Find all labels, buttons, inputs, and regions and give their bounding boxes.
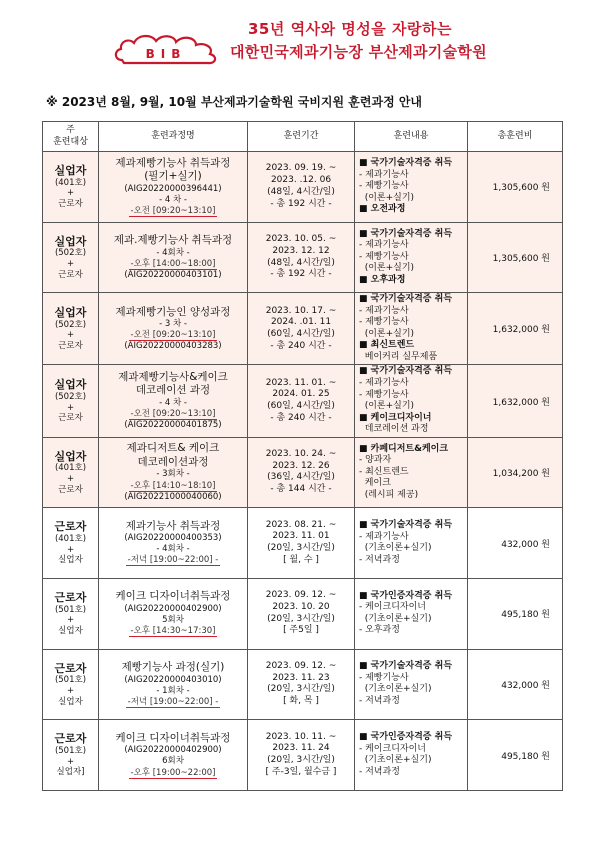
period-line: 2023. 11. 01 (272, 531, 330, 542)
content-line: ■ 카페디저트&케이크 (359, 443, 449, 454)
cell-target (43, 365, 99, 437)
course-time-text: -오전 [09:20~13:10] (130, 206, 216, 216)
target-detail: + (66, 544, 75, 555)
course-time (101, 626, 245, 637)
period-line: (20일, 3시간/일) (267, 684, 335, 695)
cell-fee: 495,180 원 (468, 720, 563, 791)
cell-target (43, 578, 99, 649)
target-detail: 실업자 (58, 696, 83, 707)
cell-target (43, 437, 99, 508)
content-line: (이론+실기) (359, 328, 415, 339)
table-row (43, 437, 563, 508)
content-line: - 최신트렌드 (359, 466, 409, 477)
content-line: ■ 국가기술자격증 취득 (359, 294, 453, 305)
table-row (43, 578, 563, 649)
period-line: 2024. .01. 11 (270, 317, 332, 328)
cell-content (355, 437, 468, 508)
content-line: (기초이론+실기) (359, 613, 432, 624)
period-line: (20일, 3시간/일) (267, 755, 335, 766)
cell-course-name (99, 437, 248, 508)
content-line: ■ 국가기술자격증 취득 (359, 158, 453, 169)
cell-fee: 432,000 원 (468, 508, 563, 579)
period-line: 2023. 12. 26 (272, 460, 330, 471)
content-line: - 제과기능사 (359, 169, 409, 180)
column-header-target-line1: 주 (66, 124, 75, 135)
content-line: ■ 국가기술자격증 취득 (359, 366, 453, 377)
course-name-line: 제과제빵기능사 취득과정 (115, 156, 231, 169)
content-line: - 제빵기능사 (359, 181, 409, 192)
target-detail: 근로자 (58, 199, 83, 210)
target-type: 실업자 (54, 234, 87, 248)
column-header-fee: 총훈련비 (468, 122, 563, 152)
cell-target (43, 152, 99, 223)
cell-course-name (99, 649, 248, 720)
cell-content (355, 578, 468, 649)
content-line: - 제빵기능사 (359, 317, 409, 328)
cell-content (355, 222, 468, 293)
cell-fee: 1,305,600 원 (468, 152, 563, 223)
cell-content (355, 152, 468, 223)
course-time-text: -오후 [19:00~22:00] (130, 767, 216, 778)
target-detail: + (66, 330, 75, 341)
target-type: 근로자 (54, 590, 87, 604)
cell-content (355, 720, 468, 791)
content-line: - 오후과정 (359, 625, 400, 636)
cell-target (43, 720, 99, 791)
target-type: 실업자 (54, 164, 87, 178)
course-code-line: - 4회차 - (156, 544, 190, 555)
cell-fee: 1,305,600 원 (468, 222, 563, 293)
cell-course-name (99, 293, 248, 365)
course-code-line: (AIG20220000396441) (124, 183, 222, 194)
cell-target (43, 649, 99, 720)
cell-content (355, 293, 468, 365)
target-detail: 근로자 (58, 341, 83, 352)
course-code-line: (AIG20220000403010) (124, 674, 222, 685)
table-header-row (43, 122, 563, 152)
page-title: ※ 2023년 8월, 9월, 10월 부산제과기술학원 국비지원 훈련과정 안내 (46, 95, 423, 109)
content-line: ■ 국가인증자격증 취득 (359, 732, 453, 743)
content-line: ■ 오전과정 (359, 204, 406, 215)
cell-course-name (99, 365, 248, 437)
period-line: 2023. 09. 12. ~ (265, 661, 337, 672)
content-line: ■ 최신트렌드 (359, 340, 415, 351)
course-code-line: - 4 차 - (159, 194, 187, 205)
target-detail: (501호) (54, 746, 87, 757)
column-header-target (43, 122, 99, 152)
target-type: 실업자 (54, 378, 87, 392)
target-detail: + (66, 259, 75, 270)
content-line: - 케이크디자이너 (359, 743, 426, 754)
course-time (101, 768, 245, 779)
content-line: ■ 국가기술자격증 취득 (359, 661, 453, 672)
period-line: 2023. .12. 06 (270, 175, 332, 186)
target-detail: 근로자 (58, 413, 83, 424)
cell-period (248, 365, 355, 437)
cloud-logo-icon (112, 30, 220, 68)
course-code-line: (AIG20220000403101) (124, 269, 222, 280)
content-line: ■ 국가기술자격증 취득 (359, 520, 453, 531)
content-line: ■ 국가기술자격증 취득 (359, 228, 453, 239)
period-line: 2023. 10. 17. ~ (265, 305, 337, 316)
course-time-text: -오전 [09:20~13:10] (130, 330, 216, 341)
course-name-line: 제과제빵기능인 양성과정 (115, 305, 231, 318)
cell-fee: 432,000 원 (468, 649, 563, 720)
table-row (43, 222, 563, 293)
period-line: [ 화, 목 ] (283, 696, 319, 707)
content-line: - 제과기능사 (359, 531, 409, 542)
course-name-line: 케이크 디자이너취득과정 (115, 590, 231, 603)
course-code-line: (AIG20221000040060) (124, 491, 222, 502)
period-line: - 총 144 시간 - (270, 484, 332, 495)
content-line: ■ 국가인증자격증 취득 (359, 590, 453, 601)
content-line: (이론+실기) (359, 192, 415, 203)
course-name-line: 케이크 디자이너취득과정 (115, 731, 231, 744)
cell-period (248, 578, 355, 649)
header-slogan: 35년 역사와 명성을 자랑하는 (248, 20, 452, 38)
content-line: - 제빵기능사 (359, 251, 409, 262)
logo-text: BIB (145, 47, 187, 61)
course-time-text: -오후 [14:10~18:10] (130, 480, 216, 491)
period-line: 2023. 08. 21. ~ (265, 519, 337, 530)
period-line: 2023. 11. 24 (272, 743, 330, 754)
period-line: [ 주-3일, 월수금 ] (265, 766, 337, 777)
period-line: 2023. 10. 20 (272, 602, 330, 613)
period-line: (60일, 4시간/일) (267, 328, 335, 339)
cell-period (248, 152, 355, 223)
course-time-text: -오후 [14:30~17:30] (130, 626, 216, 637)
cell-content (355, 365, 468, 437)
cell-course-name (99, 222, 248, 293)
course-time (101, 259, 245, 270)
content-line: 케이크 (359, 478, 391, 489)
period-line: 2023. 09. 19. ~ (265, 163, 337, 174)
period-line: 2023. 12. 12 (272, 245, 330, 256)
target-detail: (401호) (54, 177, 87, 188)
content-line: - 저녁과정 (359, 766, 400, 777)
content-line: - 제과기능사 (359, 305, 409, 316)
target-detail: + (66, 473, 75, 484)
course-time (101, 555, 245, 566)
course-code-line: (AIG20220000403283) (124, 341, 222, 352)
target-detail: (502호) (54, 391, 87, 402)
course-time (101, 697, 245, 708)
cell-target (43, 222, 99, 293)
target-type: 실업자 (54, 306, 87, 320)
content-line: (기초이론+실기) (359, 755, 432, 766)
cell-period (248, 437, 355, 508)
cell-course-name (99, 720, 248, 791)
target-detail: 실업자 (58, 625, 83, 636)
content-line: (기초이론+실기) (359, 684, 432, 695)
cell-course-name (99, 152, 248, 223)
period-line: (20일, 3시간/일) (267, 613, 335, 624)
table-row (43, 720, 563, 791)
cell-target (43, 293, 99, 365)
content-line: - 제빵기능사 (359, 389, 409, 400)
content-line: - 케이크디자이너 (359, 602, 426, 613)
content-line: - 저녁과정 (359, 695, 400, 706)
course-name-line: 제과제빵기능사&케이크 (118, 370, 228, 383)
content-line: - 저녁과정 (359, 554, 400, 565)
course-code-line: - 3회차 - (156, 469, 190, 480)
table-row (43, 293, 563, 365)
course-time-text: -저녁 [19:00~22:00] - (127, 555, 219, 566)
course-code-line: - 1회차 - (156, 685, 190, 696)
cell-period (248, 293, 355, 365)
period-line: [ 주5일 ] (283, 625, 319, 636)
course-code-line: (AIG20220000400353) (124, 533, 222, 544)
target-detail: (401호) (54, 534, 87, 545)
course-time (101, 481, 245, 492)
table-row (43, 649, 563, 720)
period-line: (20일, 3시간/일) (267, 543, 335, 554)
content-line: (이론+실기) (359, 401, 415, 412)
cell-period (248, 720, 355, 791)
target-detail: + (66, 402, 75, 413)
period-line: - 총 192 시간 - (270, 269, 332, 280)
course-name-line: 제빵기능사 과정(실기) (121, 661, 225, 674)
course-code-line: (AIG20220000401875) (124, 420, 222, 431)
course-code-line: - 4회차 - (156, 247, 190, 258)
target-detail: (501호) (54, 604, 87, 615)
period-line: (48일, 4시간/일) (267, 257, 335, 268)
period-line: 2023. 11. 01. ~ (265, 377, 337, 388)
column-header-target-line2: 훈련대상 (53, 136, 88, 147)
course-time-text: -저녁 [19:00~22:00] - (127, 696, 219, 707)
content-line: 데코레이션 과정 (359, 424, 429, 435)
period-line: 2023. 11. 23 (272, 672, 330, 683)
cell-course-name (99, 578, 248, 649)
course-name-line: 데코레이션 과정 (135, 384, 211, 397)
cell-fee: 1,034,200 원 (468, 437, 563, 508)
cell-period (248, 222, 355, 293)
course-time-text: -오후 [14:00~18:00] (130, 258, 216, 269)
course-time (101, 206, 245, 217)
content-line: (레시피 제공) (359, 489, 419, 500)
header-academy-name: 대한민국제과기능장 부산제과기술학원 (230, 43, 487, 61)
content-line: (이론+실기) (359, 263, 415, 274)
content-line: - 양과자 (359, 455, 392, 466)
target-detail: (502호) (54, 319, 87, 330)
target-detail: + (66, 686, 75, 697)
table-row (43, 508, 563, 579)
course-name-line: 데코레이션과정 (137, 455, 209, 468)
cell-content (355, 508, 468, 579)
target-detail: + (66, 188, 75, 199)
target-detail: 근로자 (58, 484, 83, 495)
cell-content (355, 649, 468, 720)
period-line: - 총 240 시간 - (270, 340, 332, 351)
cell-fee: 1,632,000 원 (468, 365, 563, 437)
cell-fee: 495,180 원 (468, 578, 563, 649)
cell-fee: 1,632,000 원 (468, 293, 563, 365)
content-line: (기초이론+실기) (359, 543, 432, 554)
course-table-body (43, 152, 563, 791)
period-line: 2023. 10. 24. ~ (265, 449, 337, 460)
cell-target (43, 508, 99, 579)
target-detail: (501호) (54, 675, 87, 686)
target-detail: + (66, 756, 75, 767)
content-line: ■ 케이크디자이너 (359, 412, 432, 423)
period-line: (36일, 4시간/일) (267, 472, 335, 483)
content-line: - 제과기능사 (359, 240, 409, 251)
target-detail: 실업자 (58, 555, 83, 566)
course-code-line: (AIG20220000402900) (124, 745, 222, 756)
period-line: (48일, 4시간/일) (267, 186, 335, 197)
target-detail: + (66, 615, 75, 626)
column-header-period: 훈련기간 (248, 122, 355, 152)
period-line: - 총 192 시간 - (270, 198, 332, 209)
page-header (0, 0, 600, 80)
target-type: 근로자 (54, 732, 87, 746)
cell-course-name (99, 508, 248, 579)
period-line: 2023. 10. 05. ~ (265, 234, 337, 245)
period-line: [ 월, 수 ] (283, 554, 319, 565)
course-code-line: - 3 차 - (159, 319, 187, 330)
course-code-line: (AIG20220000402900) (124, 604, 222, 615)
column-header-name: 훈련과정명 (99, 122, 248, 152)
course-code-line: 6회차 (162, 756, 184, 767)
course-name-line: (필기+실기) (144, 170, 202, 183)
cell-period (248, 649, 355, 720)
period-line: - 총 240 시간 - (270, 412, 332, 423)
target-type: 근로자 (54, 661, 87, 675)
column-header-content: 훈련내용 (355, 122, 468, 152)
course-time-text: -오전 [09:20~13:10] (130, 409, 216, 420)
course-table (42, 121, 563, 791)
target-type: 실업자 (54, 449, 87, 463)
course-name-line: 제과.제빵기능사 취득과정 (113, 234, 233, 247)
target-type: 근로자 (54, 520, 87, 534)
content-line: ■ 오후과정 (359, 274, 406, 285)
course-time (101, 330, 245, 341)
target-detail: 실업자] (56, 767, 85, 778)
table-row (43, 152, 563, 223)
period-line: 2024. 01. 25 (272, 389, 330, 400)
course-name-line: 제과디저트& 케이크 (126, 442, 220, 455)
target-detail: (401호) (54, 463, 87, 474)
target-detail: 근로자 (58, 269, 83, 280)
period-line: (60일, 4시간/일) (267, 401, 335, 412)
course-name-line: 제과기능사 취득과정 (125, 519, 221, 532)
period-line: 2023. 09. 12. ~ (265, 590, 337, 601)
period-line: 2023. 10. 11. ~ (265, 731, 337, 742)
bib-logo (112, 30, 220, 68)
table-row (43, 365, 563, 437)
content-line: - 제과기능사 (359, 377, 409, 388)
course-time (101, 409, 245, 420)
course-code-line: - 4 차 - (159, 398, 187, 409)
content-line: - 제빵기능사 (359, 672, 409, 683)
content-line: 베이커리 실무제품 (359, 351, 438, 362)
target-detail: (502호) (54, 248, 87, 259)
course-code-line: 5회차 (162, 615, 184, 626)
cell-period (248, 508, 355, 579)
